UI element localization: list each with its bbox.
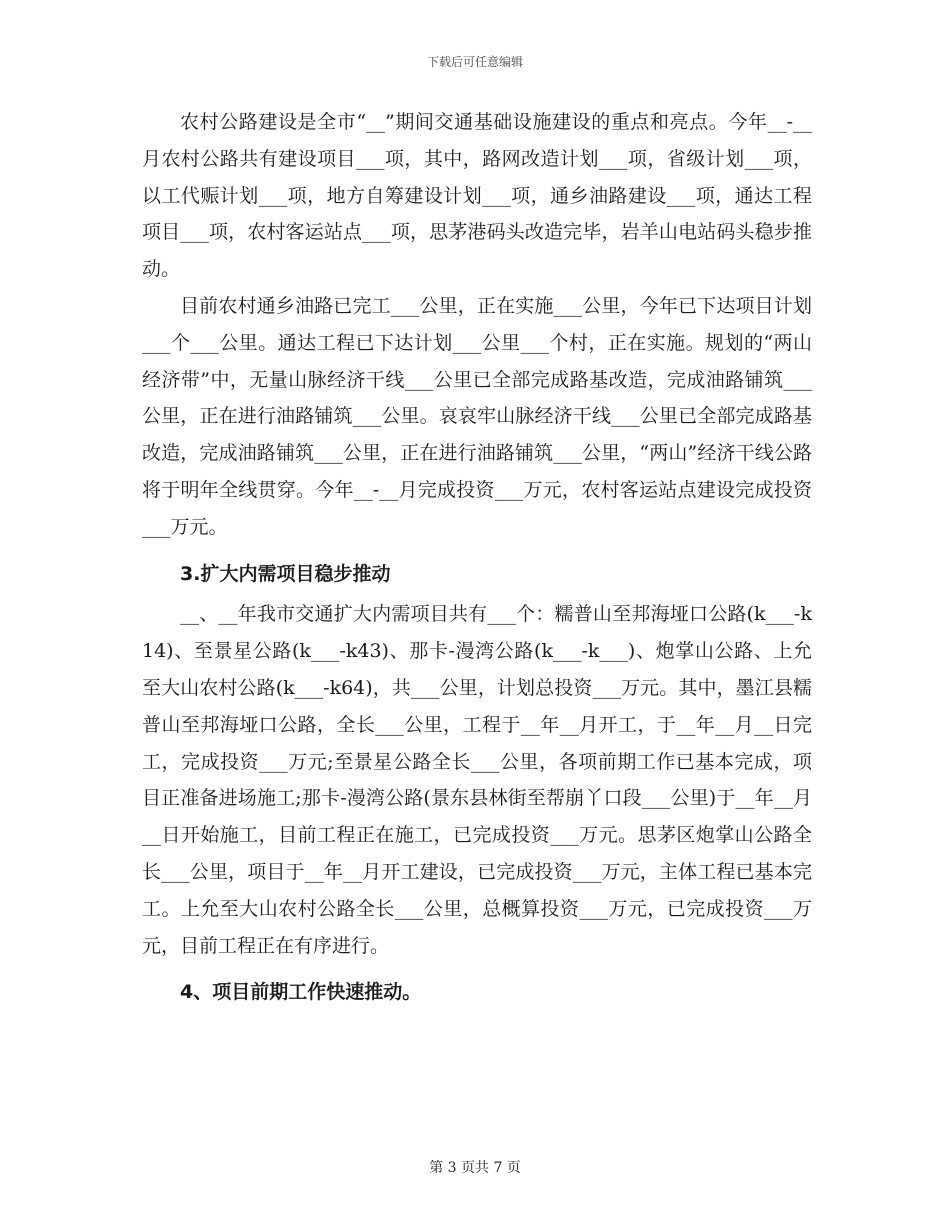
section-heading-4: 4、项目前期工作快速推动。 xyxy=(180,981,422,1004)
paragraph-domestic-demand-projects: __、__年我市交通扩大内需项目共有___个：糯普山至邦海垭口公路(k___-k14)、至景星公路(k___-k43)、那卡-漫湾公路(k___-k___)、炮掌山公路、上允至大山农村公路(k___-k64)，共___公里，计划总投资___万元。其中，墨江县糯普山至邦海垭口公路，全长___公里，工程于__年__月开工，于__年__月__日完工，完成投资___万元;至景星公路全长___公里，各项前期工作已基本完成，项目正准备进场施工;那卡-漫湾公路(景东县林街至帮崩丫口段___公里)于__年__月__日开始施工，目前工程正在施工，已完成投资___万元。思茅区炮掌山公路全长___公里，项目于__年__月开工建设，已完成投资___万元，主体工程已基本完工。上允至大山农村公路全长___公里，总概算投资___万元，已完成投资___万元，目前工程正在有序进行。 xyxy=(142,603,812,957)
paragraph-road-progress: 目前农村通乡油路已完工___公里，正在实施___公里，今年已下达项目计划___个___公里。通达工程已下达计划___公里___个村，正在实施。规划的“两山经济带”中，无量山脉经济干线___公里已全部完成路基改造，完成油路铺筑___公里，正在进行油路铺筑___公里。哀哀牢山脉经济干线___公里已全部完成路基改造，完成油路铺筑___公里，正在进行油路铺筑___公里，“两山”经济干线公路将于明年全线贯穿。今年__-__月完成投资___万元，农村客运站点建设完成投资___万元。 xyxy=(142,294,812,538)
header-note: 下载后可任意编辑 xyxy=(426,55,523,69)
page-number: 第 3 页共 7 页 xyxy=(429,1160,521,1176)
section-heading-3: 3.扩大内需项目稳步推动 xyxy=(180,562,391,585)
paragraph-rural-roads: 农村公路建设是全市“__”期间交通基础设施建设的重点和亮点。今年__-__月农村公路共有建设项目___项，其中，路网改造计划___项，省级计划___项，以工代赈计划___项，地方自筹建设计划___项，通乡油路建设___项，通达工程项目___项，农村客运站点___项，思茅港码头改造完毕，岩羊山电站码头稳步推动。 xyxy=(142,111,812,281)
document-body xyxy=(142,104,812,1015)
